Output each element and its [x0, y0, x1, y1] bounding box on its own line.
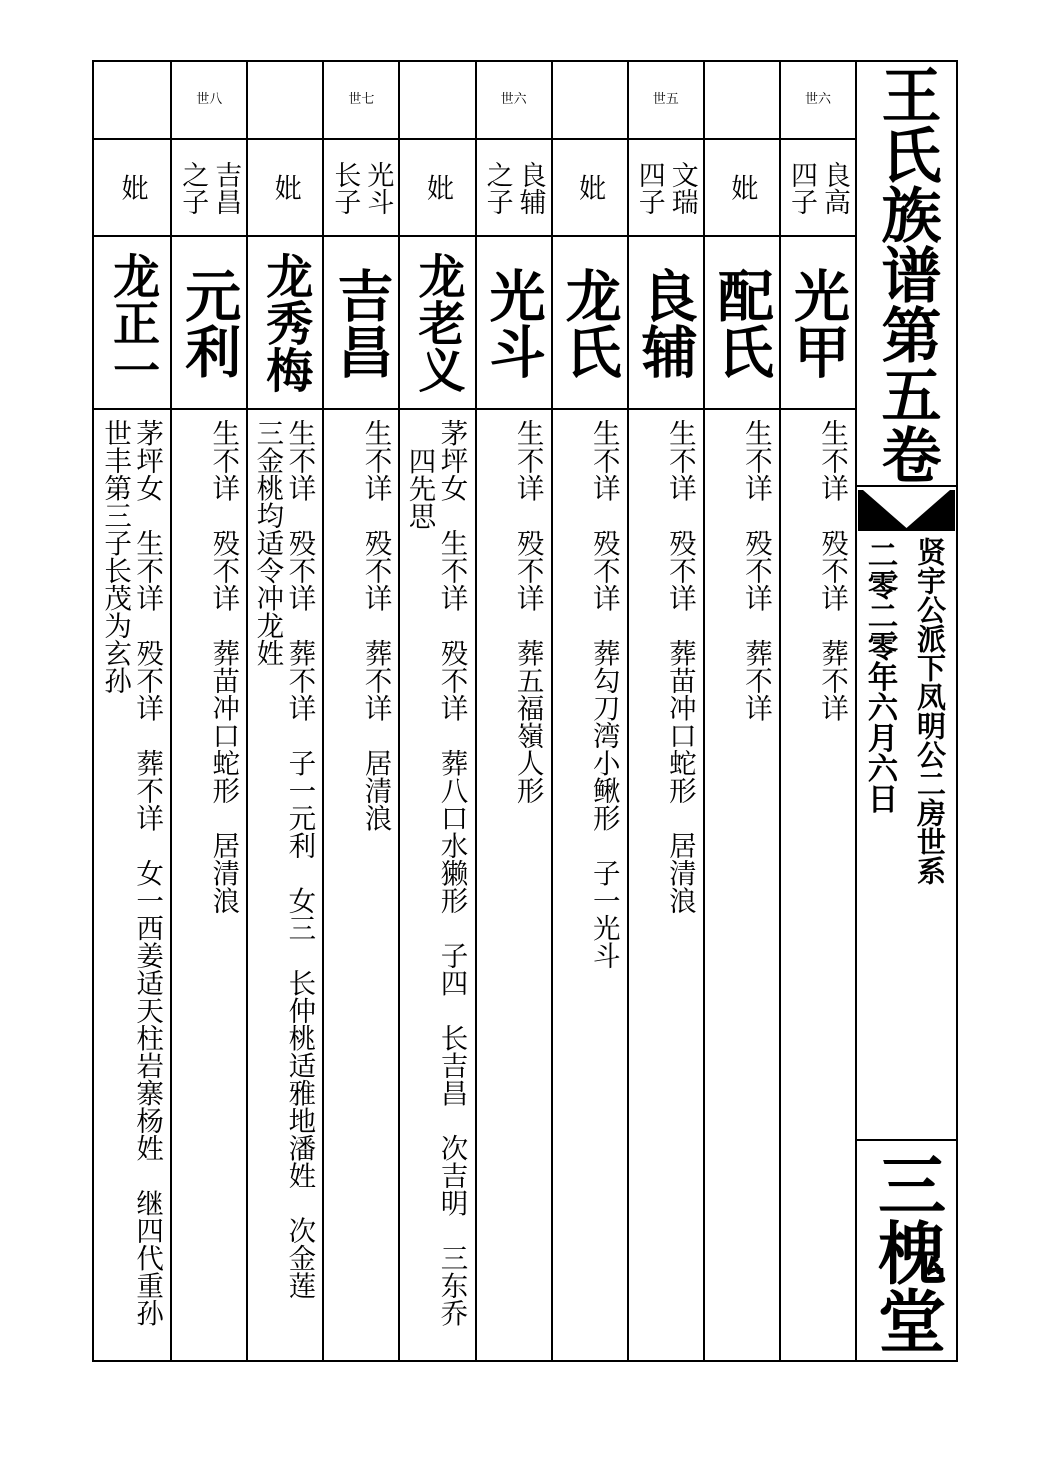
- side-panel: [855, 62, 956, 1360]
- relation-cell: [781, 140, 855, 237]
- relation-line: 四子: [785, 160, 817, 215]
- generation-cell: [781, 62, 855, 140]
- person-name: 光斗: [480, 266, 547, 379]
- relation-cell: [172, 140, 246, 237]
- entry-column: [475, 62, 551, 1360]
- name-cell: [477, 237, 551, 410]
- generation-cell: [324, 62, 398, 140]
- details-cell: [400, 410, 474, 1360]
- generation-label: 世七: [348, 92, 375, 107]
- entry-column: [779, 62, 855, 1360]
- hall-name: 三槐堂: [866, 1150, 947, 1354]
- details-line: 生不详 殁不详 葬不详: [739, 419, 772, 722]
- entry-column: [398, 62, 474, 1360]
- generation-label: 世五: [652, 92, 679, 107]
- relation-cell: [400, 140, 474, 237]
- divider: [857, 1139, 956, 1141]
- relation-line: 之子: [177, 160, 209, 215]
- details-cell: [172, 410, 246, 1360]
- person-name: 元利: [176, 266, 243, 379]
- name-cell: [400, 237, 474, 410]
- generation-cell: [172, 62, 246, 140]
- generation-cell: [477, 62, 551, 140]
- fishtail-mark: [857, 485, 956, 533]
- entry-column: [703, 62, 779, 1360]
- person-name: 龙老义: [410, 252, 466, 393]
- details-cell: [705, 410, 779, 1360]
- generation-cell: [248, 62, 322, 140]
- details-cell: [781, 410, 855, 1360]
- genealogy-frame: [92, 60, 958, 1362]
- person-name: 良辅: [632, 266, 699, 379]
- generation-label: 世六: [500, 92, 527, 107]
- person-name: 龙氏: [556, 266, 623, 379]
- relation-line: 良辅: [514, 160, 546, 215]
- relation-line: 妣: [269, 174, 301, 201]
- relation-line: 光斗: [362, 160, 394, 215]
- lineage-label: 贤宇公派下凤明公二房世系: [913, 537, 947, 885]
- details-line: 茅坪女 生不详 殁不详 葬八口水獭形 子四 长吉昌 次吉明 三东乔: [435, 419, 468, 1327]
- details-line: 四先思: [403, 446, 436, 529]
- generation-cell: [400, 62, 474, 140]
- person-name: 配氏: [708, 266, 775, 379]
- relation-cell: [629, 140, 703, 237]
- details-line: 生不详 殁不详 葬不详 居清浪: [359, 419, 392, 832]
- details-line: 生不详 殁不详 葬不详: [816, 419, 848, 722]
- relation-cell: [477, 140, 551, 237]
- relation-cell: [94, 140, 170, 237]
- relation-line: 四子: [633, 160, 665, 215]
- details-line: 生不详 殁不详 葬勾刀湾小鳅形 子一光斗: [587, 419, 620, 969]
- person-name: 龙秀梅: [258, 252, 314, 393]
- details-line: 三金桃均适令冲龙姓: [251, 419, 284, 667]
- volume-title: 王氏族谱第五卷: [871, 64, 942, 484]
- entry-column: [246, 62, 322, 1360]
- details-cell: [94, 410, 170, 1360]
- entry-column: [322, 62, 398, 1360]
- details-line: 生不详 殁不详 葬不详 子一元利 女三 长仲桃适雅地潘姓 次金莲: [283, 419, 316, 1299]
- name-cell: [248, 237, 322, 410]
- relation-line: 之子: [481, 160, 513, 215]
- person-name: 吉昌: [328, 266, 395, 379]
- name-cell: [172, 237, 246, 410]
- details-line: 生不详 殁不详 葬苗冲口蛇形 居清浪: [207, 419, 240, 914]
- entry-column: [94, 62, 170, 1360]
- genealogy-table: [94, 62, 855, 1360]
- date-label: 二零二零年六月六日: [862, 539, 898, 814]
- details-cell: [477, 410, 551, 1360]
- generation-cell: [94, 62, 170, 140]
- entry-column: [170, 62, 246, 1360]
- person-name: 龙正一: [105, 252, 161, 393]
- relation-line: 吉昌: [210, 160, 242, 215]
- name-cell: [781, 237, 855, 410]
- generation-cell: [629, 62, 703, 140]
- entry-column: [627, 62, 703, 1360]
- details-line: 茅坪女 生不详 殁不详 葬不详 女一西姜适天柱岩寨杨姓 继四代重孙: [131, 419, 164, 1327]
- generation-label: 世八: [196, 92, 223, 107]
- relation-line: 妣: [726, 174, 758, 201]
- name-cell: [629, 237, 703, 410]
- details-cell: [629, 410, 703, 1360]
- details-line: 生不详 殁不详 葬苗冲口蛇形 居清浪: [663, 419, 696, 914]
- name-cell: [94, 237, 170, 410]
- relation-line: 妣: [574, 174, 606, 201]
- relation-line: 妣: [116, 174, 148, 201]
- name-cell: [324, 237, 398, 410]
- relation-line: 长子: [329, 160, 361, 215]
- relation-line: 妣: [421, 174, 453, 201]
- person-name: 光甲: [784, 266, 851, 379]
- name-cell: [705, 237, 779, 410]
- generation-cell: [705, 62, 779, 140]
- relation-cell: [324, 140, 398, 237]
- generation-cell: [553, 62, 627, 140]
- relation-cell: [248, 140, 322, 237]
- details-cell: [248, 410, 322, 1360]
- details-line: 世丰第三子长茂为玄孙: [99, 419, 132, 694]
- entry-column: [551, 62, 627, 1360]
- name-cell: [553, 237, 627, 410]
- relation-cell: [553, 140, 627, 237]
- relation-line: 良高: [818, 160, 850, 215]
- details-cell: [553, 410, 627, 1360]
- relation-line: 文瑞: [666, 160, 698, 215]
- details-cell: [324, 410, 398, 1360]
- relation-cell: [705, 140, 779, 237]
- details-line: 生不详 殁不详 葬五福嶺人形: [511, 419, 544, 804]
- generation-label: 世六: [804, 92, 831, 107]
